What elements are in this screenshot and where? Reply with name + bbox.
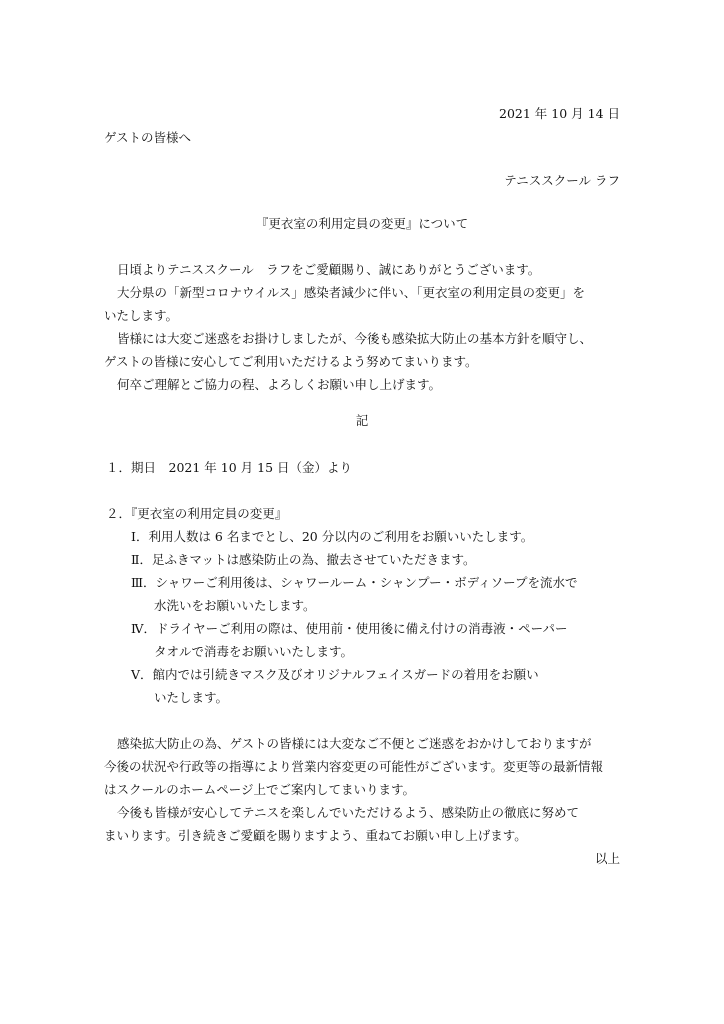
section-2-item-3-cont: 水洗いをお願いいたします。: [154, 598, 316, 613]
closing-line-2: 今後の状況や行政等の指導により営業内容変更の可能性がございます。変更等の最新情報: [104, 759, 604, 774]
ki-heading: 記: [355, 413, 369, 428]
date: 2021 年 10 月 14 日: [499, 106, 620, 121]
document-title: 『更衣室の利用定員の変更』について: [255, 216, 469, 231]
intro-line-1: 日頃よりテニススクール ラフをご愛顧賜り、誠にありがとうございます。: [117, 262, 541, 277]
closing-line-5: まいります。引き続きご愛顧を賜りますよう、重ねてお願い申し上げます。: [104, 828, 527, 843]
intro-line-5: ゲストの皆様に安心してご利用いただけるよう努めてまいります。: [104, 354, 478, 369]
section-2-item-5: Ⅴ．館内では引続きマスク及びオリジナルフェイスガードの着用をお願い: [131, 667, 539, 682]
intro-line-3: いたします。: [104, 308, 179, 323]
closing-line-3: はスクールのホームページ上でご案内してまいります。: [104, 782, 416, 797]
section-2-item-2: Ⅱ．足ふきマットは感染防止の為、撤去させていただきます。: [131, 552, 476, 567]
section-2-item-1: Ⅰ．利用人数は 6 名までとし、20 分以内のご利用をお願いいたします。: [131, 529, 534, 544]
closing-line-1: 感染拡大防止の為、ゲストの皆様には大変なご不便とご迷惑をおかけしておりますが: [117, 736, 592, 751]
intro-line-4: 皆様には大変ご迷惑をお掛けしましたが、今後も感染拡大防止の基本方針を順守し、: [117, 331, 593, 346]
end-mark: 以上: [594, 851, 620, 866]
intro-line-2: 大分県の「新型コロナウイルス」感染者減少に伴い、「更衣室の利用定員の変更」を: [117, 285, 586, 300]
section-2-item-3: Ⅲ．シャワーご利用後は、シャワールーム・シャンプー・ボディソープを流水で: [131, 575, 578, 590]
recipient: ゲストの皆様へ: [104, 130, 192, 145]
section-2-item-4-cont: タオルで消毒をお願いいたします。: [154, 644, 354, 659]
section-2-item-5-cont: いたします。: [154, 690, 229, 705]
intro-line-6: 何卒ご理解とご協力の程、よろしくお願い申し上げます。: [117, 377, 442, 392]
sender: テニススクール ラフ: [504, 173, 620, 188]
section-1-date: １．期日 2021 年 10 月 15 日（金）より: [106, 460, 352, 475]
section-2-item-4: Ⅳ．ドライヤーご利用の際は、使用前・使用後に備え付けの消毒液・ペーパー: [131, 621, 568, 636]
closing-line-4: 今後も皆様が安心してテニスを楽しんでいただけるよう、感染防止の徹底に努めて: [117, 805, 580, 820]
section-2-heading: ２．『更衣室の利用定員の変更』: [106, 506, 288, 521]
